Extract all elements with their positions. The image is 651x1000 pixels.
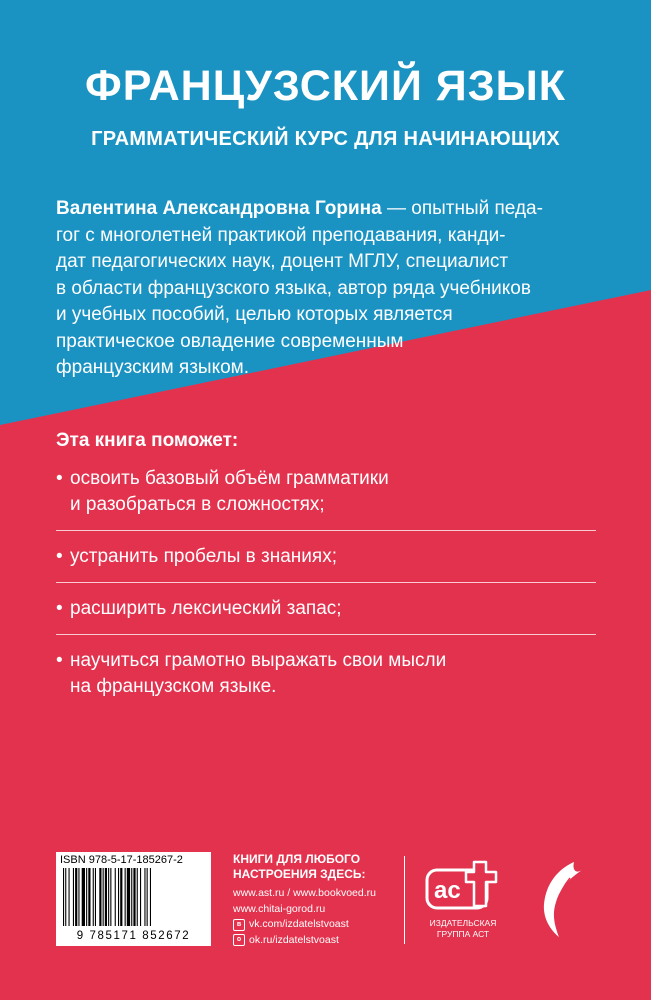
barcode-bar [115,868,116,926]
bio-line: гог с многолетней практикой преподавания, канди- [56,224,506,246]
barcode [56,852,211,946]
list-item: • освоить базовый объём грамматики и разобраться в сложностях; [56,466,596,531]
vk-icon: в [233,919,245,931]
barcode-bar [99,868,101,926]
bio-line: и учебных пособий, целью которых является [56,304,453,325]
bio-line: дат педагогических наук, доцент МГЛУ, специалист [56,251,509,272]
vk-link[interactable]: в vk.com/izdatelstvoast [233,917,376,933]
bullet: • [56,650,63,671]
barcode-bar [140,868,141,926]
barcode-digits: 9 785171 852672 [76,930,191,942]
barcode-bar [65,868,66,926]
barcode-bar [75,868,77,926]
bullet: • [56,546,63,567]
ast-logo-icon [424,856,502,916]
barcode-bar [63,868,64,926]
bio-line: Валентина Александровна Горина — опытный педа- [56,198,543,219]
barcode-bar [133,868,135,926]
barcode-bar [93,868,94,926]
helps-heading: Эта книга поможет: [56,430,239,451]
divider [404,856,405,944]
benefits-list [56,466,596,725]
barcode-bar [110,868,111,926]
barcode-bar [86,868,87,926]
barcode-bar [120,868,122,926]
barcode-bar [95,868,96,926]
barcode-bars [61,868,206,926]
barcode-bar [88,868,90,926]
bullet: • [56,468,63,489]
list-item: • научиться грамотно выражать свои мысли на французском языке. [56,650,447,697]
website-link[interactable]: www.ast.ru / www.bookvoed.ru [233,887,376,899]
barcode-bar [108,868,109,926]
website-link[interactable]: www.chitai-gorod.ru [233,902,326,915]
barcode-bar [131,868,132,926]
author-bio [56,196,596,382]
barcode-bar [118,868,119,926]
book-title: ФРАНЦУЗСКИЙ ЯЗЫК [85,62,566,110]
list-item: • устранить пробелы в знаниях; [56,544,596,583]
barcode-bar [144,868,145,926]
feather-logo-icon [530,858,590,944]
bio-line: практическое овладение современным [56,330,404,352]
svg-text:ас: ас [434,877,461,904]
list-item: • расширить лексический запас; [56,596,596,635]
barcode-bar [69,868,70,926]
publisher-caption: ИЗДАТЕЛЬСКАЯ ГРУППА АСТ [429,918,497,939]
barcode-bar [125,868,126,926]
barcode-bar [73,868,74,926]
bullet: • [56,598,63,619]
barcode-bar [137,868,138,926]
isbn-text: ISBN 978-5-17-185267-2 [60,854,183,866]
publisher-links [233,886,376,948]
barcode-bar [150,868,151,926]
books-heading: КНИГИ ДЛЯ ЛЮБОГО НАСТРОЕНИЯ ЗДЕСЬ: [233,852,366,881]
barcode-bar [82,868,85,926]
barcode-bar [147,868,148,926]
author-name: Валентина Александровна Горина [56,198,382,219]
bio-line: в области французского языка, автор ряда учебников [56,277,531,299]
ok-link[interactable]: о ok.ru/izdatelstvoast [233,933,376,949]
barcode-bar [127,868,130,926]
ok-icon: о [233,934,245,946]
bio-line: французским языком. [56,357,249,378]
book-subtitle: ГРАММАТИЧЕСКИЙ КУРС ДЛЯ НАЧИНАЮЩИХ [91,128,560,150]
barcode-bar [105,868,107,926]
barcode-bar [78,868,79,926]
barcode-bar [103,868,104,926]
